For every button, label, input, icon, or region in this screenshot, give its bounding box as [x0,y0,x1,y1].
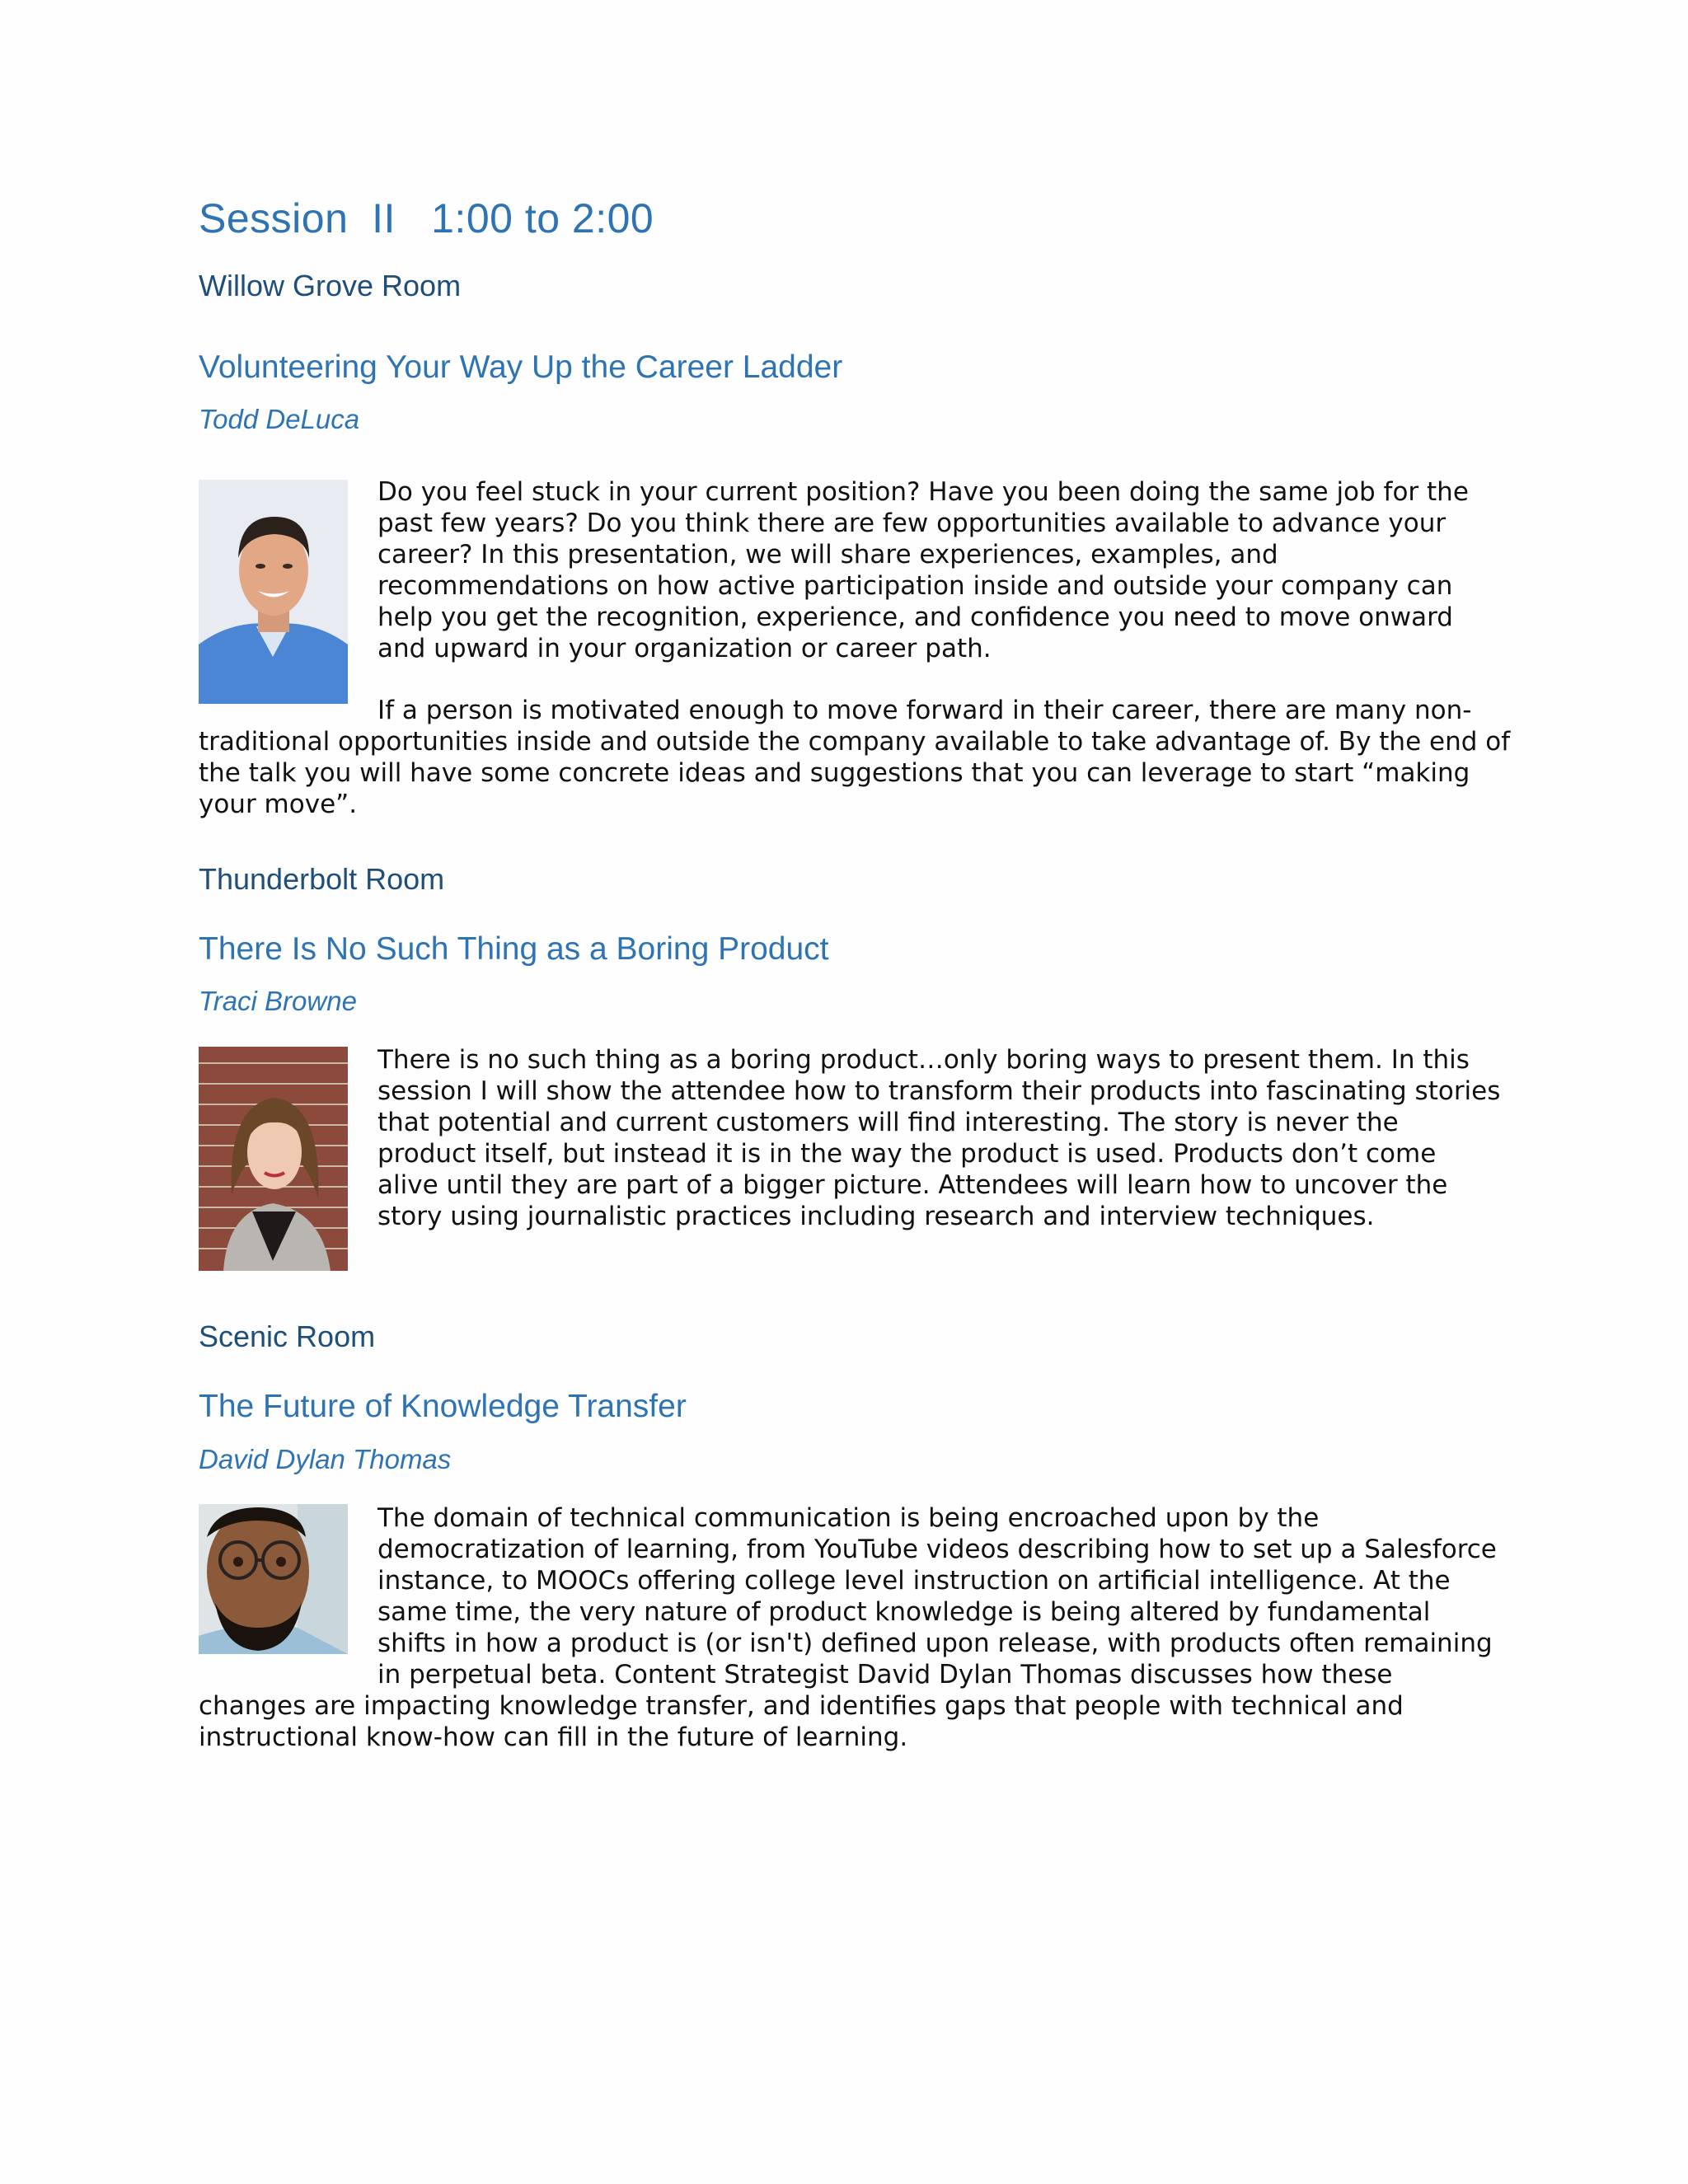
description-line: in perpetual beta. Content Strategist David Dylan Thomas discusses how these [377,1660,1393,1690]
description-line: instance, to MOOCs offering college level instruction on artificial intelligence. At the [377,1566,1451,1596]
talk-description-boring-product [377,1044,1500,1232]
speaker-photo-traci-browne [199,1047,348,1271]
description-line: that potential and current customers will find interesting. The story is never the [377,1108,1399,1137]
description-line: changes are impacting knowledge transfer, and identifies gaps that people with technical and [199,1691,1404,1721]
room-heading-scenic: Scenic Room [199,1319,376,1353]
speaker-name-todd-deluca: Todd DeLuca [199,404,360,434]
talk-title-boring-product: There Is No Such Thing as a Boring Product [199,931,829,967]
description-line: traditional opportunities inside and outside the company available to take advantage of. By the end of [199,727,1511,757]
room-heading-willow-grove: Willow Grove Room [199,269,462,302]
description-line: your move”. [199,790,358,819]
description-line: same time, the very nature of product knowledge is being altered by fundamental [377,1597,1431,1627]
description-line: product itself, but instead it is in the way the product is used. Products don’t come [377,1139,1437,1169]
description-line: shifts in how a product is (or isn't) defined upon release, with products often remaining [377,1629,1493,1658]
speaker-photo-david-dylan-thomas [199,1504,348,1654]
description-line: the talk you will have some concrete ideas and suggestions that you can leverage to start “making [199,758,1470,788]
description-line: democratization of learning, from YouTube videos describing how to set up a Salesforce [377,1535,1497,1564]
description-line: past few years? Do you think there are few opportunities available to advance your [377,509,1447,538]
description-line: If a person is motivated enough to move forward in their career, there are many non- [377,696,1472,725]
description-line: help you get the recognition, experience, and confidence you need to move onward [377,602,1453,632]
talk-description-knowledge-transfer-continued [199,1690,1404,1753]
description-line: The domain of technical communication is being encroached upon by the [377,1503,1320,1533]
description-line: alive until they are part of a bigger picture. Attendees will learn how to uncover the [377,1170,1448,1200]
speaker-name-david-dylan-thomas: David Dylan Thomas [199,1444,452,1474]
description-line: session I will show the attendee how to transform their products into fascinating stories [377,1076,1501,1106]
description-line: career? In this presentation, we will share experiences, examples, and [377,540,1278,569]
description-line: and upward in your organization or career path. [377,634,992,663]
speaker-name-traci-browne: Traci Browne [199,986,357,1016]
talk-title-career-ladder: Volunteering Your Way Up the Career Ladder [199,349,843,385]
description-line: recommendations on how active participation inside and outside your company can [377,571,1453,601]
session-title: Session II 1:00 to 2:00 [199,195,654,241]
talk-description-career-ladder-continued [199,695,1510,820]
description-line: Do you feel stuck in your current position? Have you been doing the same job for the [377,477,1469,507]
description-line: story using journalistic practices including research and interview techniques. [377,1202,1375,1231]
description-line: instructional know-how can fill in the future of learning. [199,1722,908,1752]
speaker-photo-todd-deluca [199,480,348,704]
talk-description-career-ladder [377,476,1469,664]
talk-title-knowledge-transfer: The Future of Knowledge Transfer [199,1389,687,1424]
room-heading-thunderbolt: Thunderbolt Room [199,862,445,896]
description-line: There is no such thing as a boring product…only boring ways to present them. In this [377,1045,1470,1075]
talk-description-knowledge-transfer [377,1502,1497,1690]
